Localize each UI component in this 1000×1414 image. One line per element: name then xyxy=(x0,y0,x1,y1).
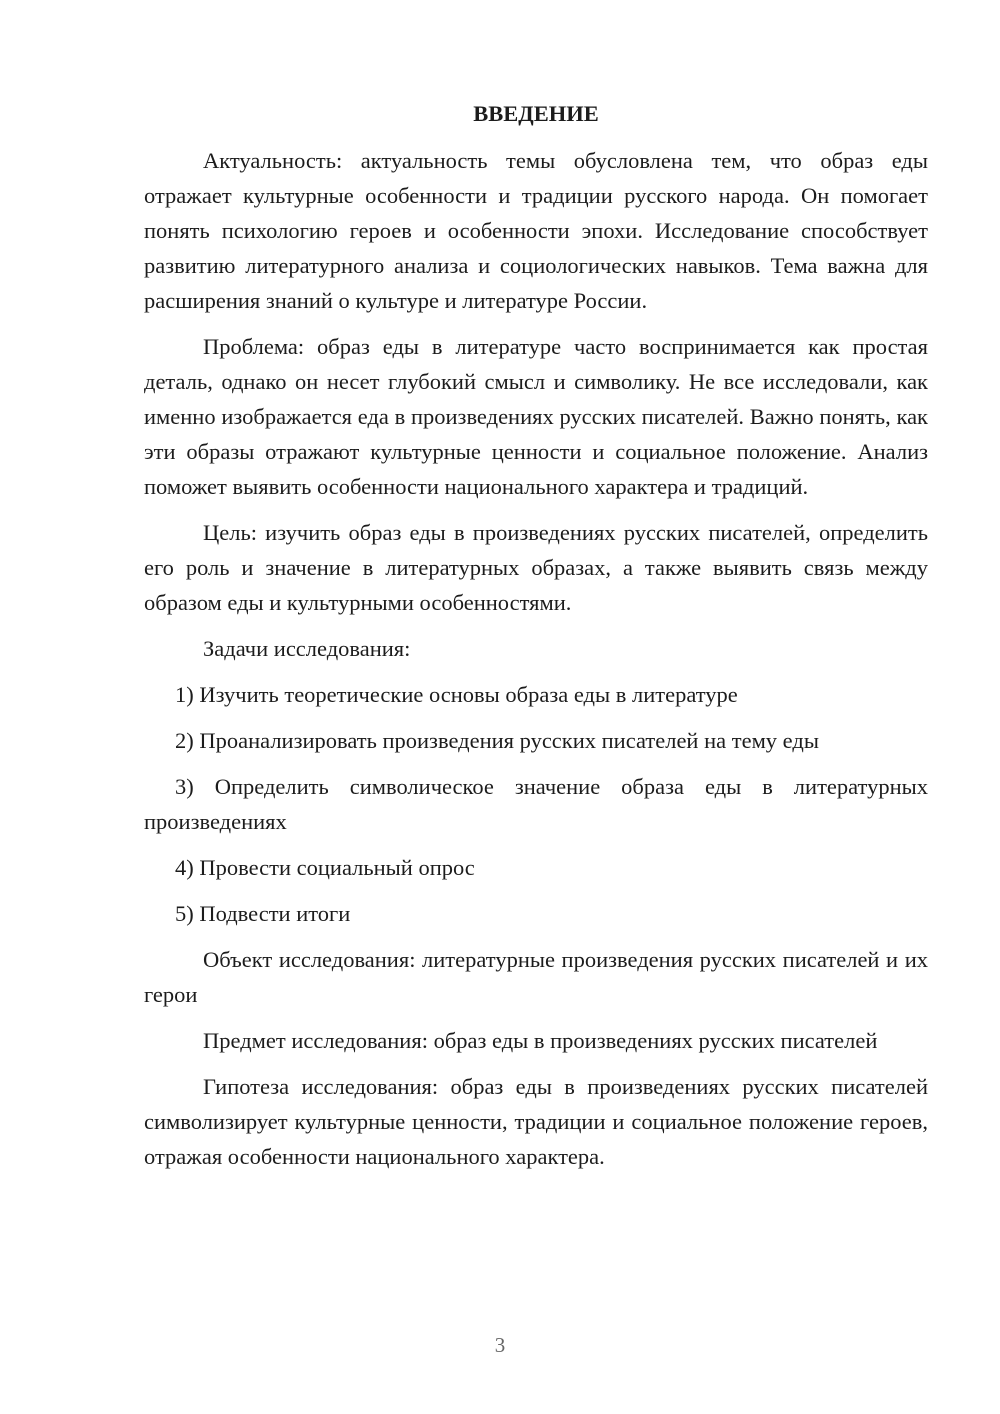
relevance-paragraph: Актуальность: актуальность темы обусловлена тем, что образ еды отражает культурные особенности и традиции русского народа. Он помогает понять психологию героев и особенности эпохи. Исследование способствует развитию литературного анализа и социологических навыков. Тема важна для расширения знаний о культуре и литературе России. xyxy=(144,148,928,313)
hypothesis-paragraph: Гипотеза исследования: образ еды в произведениях русских писателей символизирует культурные ценности, традиции и социальное положение героев, отражая особенности национального характера. xyxy=(144,1074,928,1169)
subject-paragraph: Предмет исследования: образ еды в произведениях русских писателей xyxy=(203,1028,878,1053)
problem-paragraph: Проблема: образ еды в литературе часто воспринимается как простая деталь, однако он несет глубокий смысл и символику. Не все исследовали, как именно изображается еда в произведениях русских писателей. Важно понять, как эти образы отражают культурные ценности и социальное положение. Анализ поможет выявить особенности национального характера и традиций. xyxy=(144,334,928,499)
section-title: ВВЕДЕНИЕ xyxy=(473,101,599,126)
task-item: 4) Провести социальный опрос xyxy=(175,855,475,880)
object-paragraph: Объект исследования: литературные произведения русских писателей и их герои xyxy=(144,947,928,1007)
task-item: 5) Подвести итоги xyxy=(175,901,351,926)
task-item: 2) Проанализировать произведения русских писателей на тему еды xyxy=(175,728,819,753)
goal-paragraph: Цель: изучить образ еды в произведениях русских писателей, определить его роль и значение в литературных образах, а также выявить связь между образом еды и культурными особенностями. xyxy=(144,520,928,615)
tasks-list xyxy=(144,677,928,931)
document-body xyxy=(144,96,928,1174)
task-item: 3) Определить символическое значение образа еды в литературных произведениях xyxy=(144,774,928,834)
page-number: 3 xyxy=(494,1333,506,1357)
tasks-heading: Задачи исследования: xyxy=(203,636,411,661)
task-item: 1) Изучить теоретические основы образа еды в литературе xyxy=(175,682,738,707)
